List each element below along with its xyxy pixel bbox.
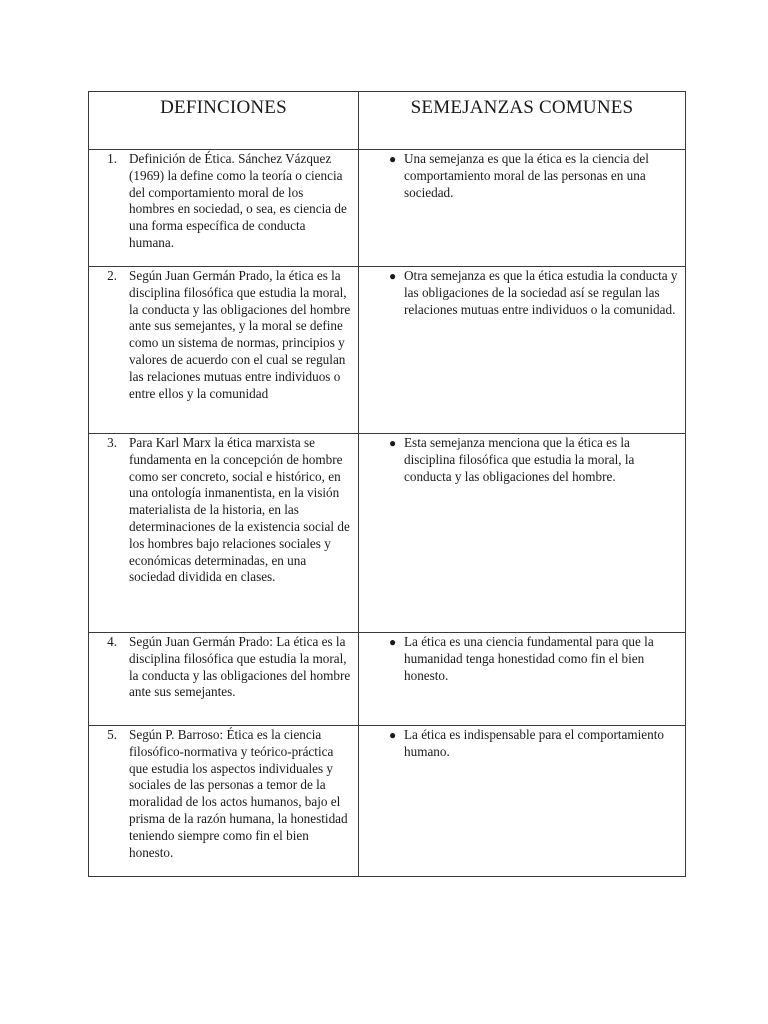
bullet-icon: ● <box>389 635 397 649</box>
definition-cell <box>89 267 359 434</box>
item-number: 1. <box>107 151 117 166</box>
definition-text: Según Juan Germán Prado: La ética es la disciplina filosófica que estudia la moral, la conducta y las obligaciones del hombre ante sus semejantes. <box>129 634 351 700</box>
table-row <box>89 726 686 877</box>
similarity-text: Esta semejanza menciona que la ética es la disciplina filosófica que estudia la moral, la conducta y las obligaciones del hombre. <box>404 435 635 484</box>
definition-text: Según P. Barroso: Ética es la ciencia filosófico-normativa y teórico-práctica que estudia los aspectos individuales y sociales de las personas a temor de la moralidad de los actos humanos, bajo el prisma de la razón humana, la honestidad teniendo siempre como fin el bien honesto. <box>129 727 348 860</box>
similarity-cell <box>359 150 686 267</box>
similarity-cell <box>359 267 686 434</box>
header-definitions: DEFINCIONES <box>89 92 359 150</box>
item-number: 5. <box>107 727 117 742</box>
bullet-icon: ● <box>389 436 397 450</box>
similarity-cell <box>359 434 686 633</box>
similarity-text: Otra semejanza es que la ética estudia la conducta y las obligaciones de la sociedad así se regulan las relaciones mutuas entre individuos o la comunidad. <box>404 268 678 317</box>
similarity-cell <box>359 726 686 877</box>
similarity-cell <box>359 633 686 726</box>
item-number: 4. <box>107 634 117 649</box>
definition-cell <box>89 633 359 726</box>
table-row <box>89 633 686 726</box>
item-number: 3. <box>107 435 117 450</box>
bullet-icon: ● <box>389 269 397 283</box>
similarity-text: La ética es indispensable para el comportamiento humano. <box>404 727 664 759</box>
table-row <box>89 434 686 633</box>
definition-cell <box>89 150 359 267</box>
definition-text: Definición de Ética. Sánchez Vázquez (1969) la define como la teoría o ciencia del comportamiento moral de los hombres en sociedad, o sea, es ciencia de una forma específica de conducta humana. <box>129 151 347 250</box>
table-row <box>89 267 686 434</box>
item-number: 2. <box>107 268 117 283</box>
header-row <box>89 92 686 150</box>
comparison-table <box>88 91 686 877</box>
similarity-text: Una semejanza es que la ética es la ciencia del comportamiento moral de las personas en una sociedad. <box>404 151 649 200</box>
definition-cell <box>89 726 359 877</box>
definition-text: Según Juan Germán Prado, la ética es la disciplina filosófica que estudia la moral, la conducta y las obligaciones del hombre ante sus semejantes, y la moral se define como un sistema de normas, principios y valores de acuerdo con el cual se regulan las relaciones mutuas entre individuos o entre ellos y la comunidad <box>129 268 351 401</box>
definition-text: Para Karl Marx la ética marxista se fundamenta en la concepción de hombre como ser concreto, social e histórico, en una ontología inmanentista, en la visión materialista de la historia, en las determinaciones de la existencia social de los hombres bajo relaciones sociales y económicas determinadas, en una sociedad dividida en clases. <box>129 435 350 585</box>
bullet-icon: ● <box>389 152 397 166</box>
table-row <box>89 150 686 267</box>
bullet-icon: ● <box>389 728 397 742</box>
definition-cell <box>89 434 359 633</box>
header-similarities: SEMEJANZAS COMUNES <box>359 92 686 150</box>
similarity-text: La ética es una ciencia fundamental para que la humanidad tenga honestidad como fin el bien honesto. <box>404 634 654 683</box>
